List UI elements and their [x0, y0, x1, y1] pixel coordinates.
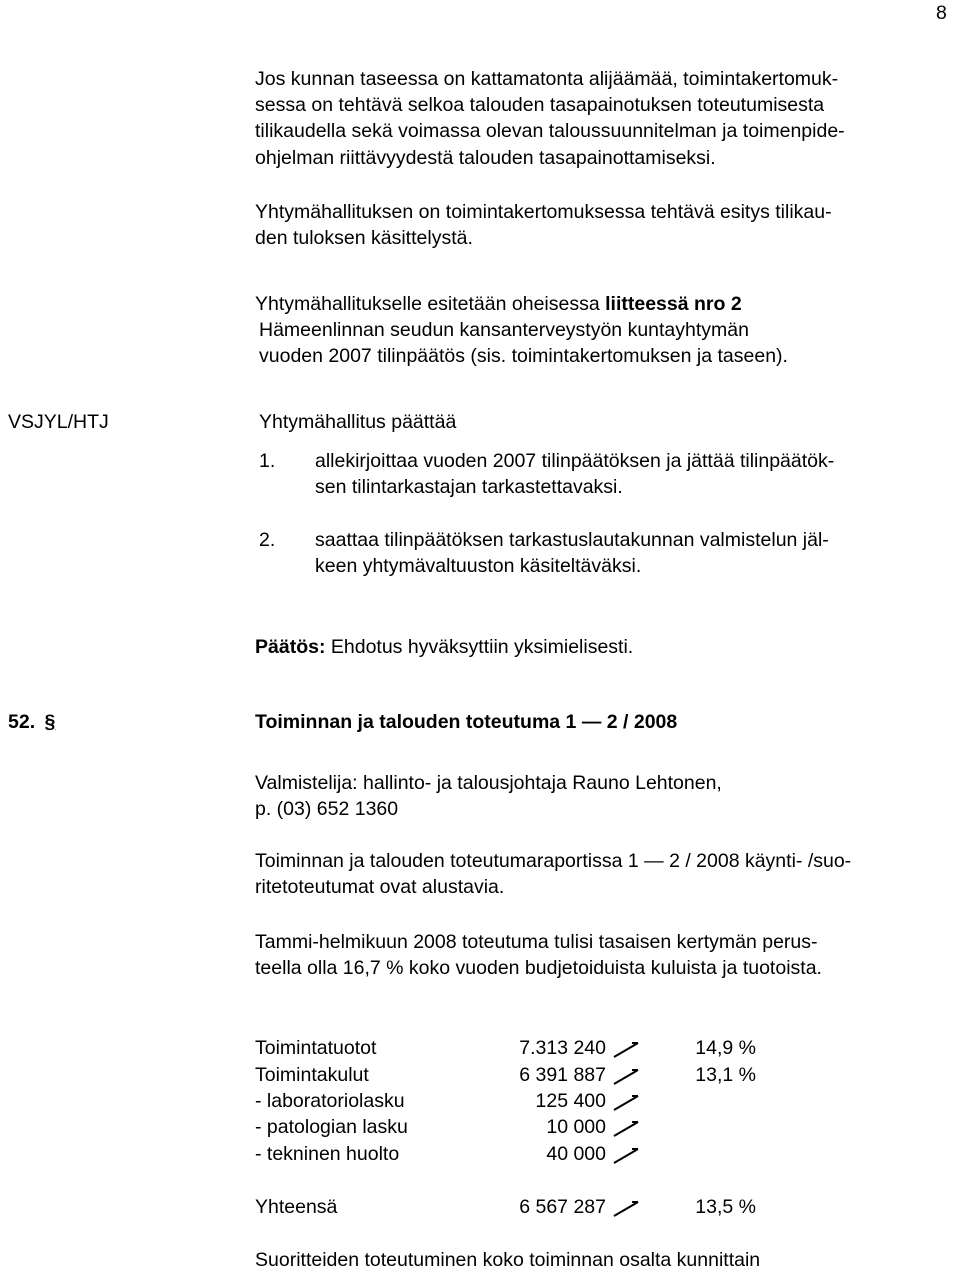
row-amount: 125 400 [535, 1090, 606, 1112]
text-span: Yhtymähallitukselle esitetään oheisessa [255, 293, 606, 315]
text-line: sen tilintarkastajan tarkastettavaksi. [315, 476, 623, 498]
euro-icon [612, 1066, 642, 1086]
row-label: Yhteensä [255, 1196, 338, 1218]
row-percent: 14,9 % [695, 1037, 756, 1059]
item-number: 2. [259, 529, 276, 551]
text-line: p. (03) 652 1360 [255, 798, 399, 820]
decision-text: Ehdotus hyväksyttiin yksimielisesti. [325, 636, 634, 658]
section-number [8, 709, 55, 735]
text-line: Valmistelija: hallinto- ja talousjohtaja Rauno Lehtonen, [255, 772, 722, 794]
row-amount: 7.313 240 [519, 1037, 606, 1059]
attachment-reference: liitteessä nro 2 [605, 293, 742, 315]
title-part: 2 / 2008 [601, 711, 678, 733]
row-label: - tekninen huolto [255, 1143, 400, 1165]
text-line: Yhtymähallituksen on toimintakertomuksessa tehtävä esitys tilikau- [255, 201, 832, 223]
row-percent: 13,1 % [695, 1064, 756, 1086]
text-line: Jos kunnan taseessa on kattamatonta alijäämää, toimintakertomuk- [255, 68, 839, 90]
row-label: - patologian lasku [255, 1116, 408, 1138]
text-line: saattaa tilinpäätöksen tarkastuslautakunnan valmistelun jäl- [315, 529, 829, 551]
text-line [255, 291, 742, 317]
presenter-label: VSJYL/HTJ [8, 411, 109, 433]
row-amount: 6 391 887 [519, 1064, 606, 1086]
text-line: Tammi-helmikuun 2008 toteutuma tulisi tasaisen kertymän perus- [255, 931, 818, 953]
section-title [255, 709, 677, 735]
text-line: vuoden 2007 tilinpäätös (sis. toimintakertomuksen ja taseen). [259, 345, 788, 367]
row-label: - laboratoriolasku [255, 1090, 405, 1112]
title-part: Toiminnan ja talouden toteutuma 1 [255, 711, 582, 733]
euro-icon [612, 1118, 642, 1138]
section-symbol: § [44, 711, 56, 733]
row-amount: 40 000 [546, 1143, 606, 1165]
euro-icon [612, 1092, 642, 1112]
decision-label: Päätös: [255, 636, 326, 658]
row-amount: 6 567 287 [519, 1196, 606, 1218]
decision [255, 634, 633, 660]
title-dash: — [581, 711, 602, 733]
page-number: 8 [936, 2, 947, 24]
row-label: Toimintakulut [255, 1064, 369, 1086]
euro-icon [612, 1039, 642, 1059]
proposal-heading: Yhtymähallitus päättää [259, 411, 457, 433]
text-line: teella olla 16,7 % koko vuoden budjetoiduista kuluista ja tuotoista. [255, 957, 822, 979]
text-line: keen yhtymävaltuuston käsiteltäväksi. [315, 555, 642, 577]
text-line: ritetoteutumat ovat alustavia. [255, 876, 505, 898]
row-amount: 10 000 [546, 1116, 606, 1138]
item-number: 1. [259, 450, 276, 472]
text-line: ohjelman riittävyydestä talouden tasapainottamiseksi. [255, 147, 716, 169]
row-percent: 13,5 % [695, 1196, 756, 1218]
euro-icon [612, 1198, 642, 1218]
text-line: Toiminnan ja talouden toteutumaraportissa 1 — 2 / 2008 käynti- /suo- [255, 850, 852, 872]
euro-icon [612, 1145, 642, 1165]
text-line: allekirjoittaa vuoden 2007 tilinpäätöksen ja jättää tilinpäätök- [315, 450, 835, 472]
text-line: sessa on tehtävä selkoa talouden tasapainotuksen toteutumisesta [255, 94, 825, 116]
row-label: Toimintatuotot [255, 1037, 377, 1059]
section-number-text: 52. [8, 711, 36, 733]
text-line: Hämeenlinnan seudun kansanterveystyön kuntayhtymän [259, 319, 749, 341]
text-line: tilikaudella sekä voimassa olevan taloussuunnitelman ja toimenpide- [255, 120, 845, 142]
footer-line: Suoritteiden toteutuminen koko toiminnan osalta kunnittain [255, 1249, 761, 1271]
text-line: den tuloksen käsittelystä. [255, 227, 473, 249]
